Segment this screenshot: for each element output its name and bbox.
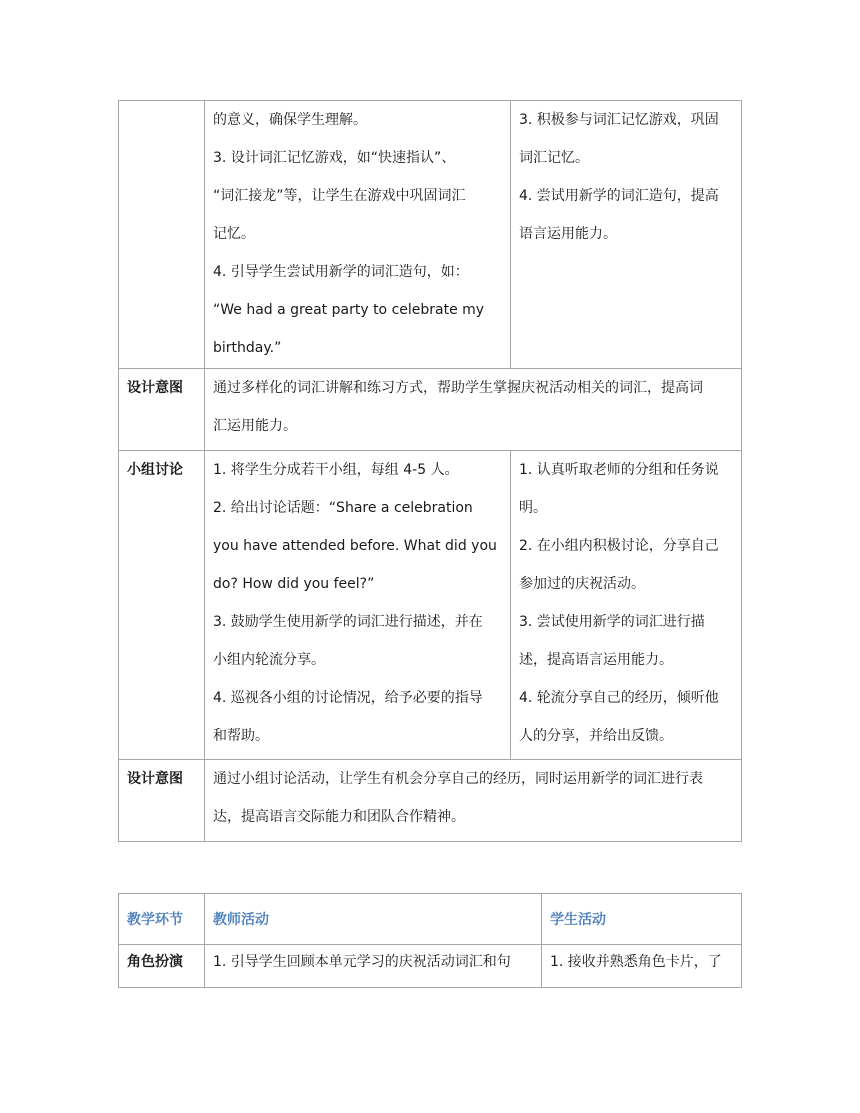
table-row [119, 451, 742, 760]
stage-cell: 设计意图 [119, 369, 205, 451]
text-line: 和帮助。 [213, 728, 269, 744]
teacher-activity-cell [205, 451, 511, 760]
text-line: 述，提高语言运用能力。 [519, 652, 673, 668]
text-line: do? How did you feel?” [213, 576, 375, 592]
text-line: 4. 巡视各小组的讨论情况，给予必要的指导 [213, 690, 483, 706]
text-line: 词汇记忆。 [519, 150, 589, 166]
student-activity-cell [542, 945, 742, 988]
text-line: 记忆。 [213, 226, 255, 242]
text-line: 1. 认真听取老师的分组和任务说 [519, 462, 719, 478]
text-line: 语言运用能力。 [519, 226, 617, 242]
text-line: 4. 尝试用新学的词汇造句，提高 [519, 188, 719, 204]
student-activity-cell [511, 451, 742, 760]
text-line: 通过多样化的词汇讲解和练习方式，帮助学生掌握庆祝活动相关的词汇，提高词 [213, 380, 703, 396]
stage-cell: 小组讨论 [119, 451, 205, 760]
stage-cell: 角色扮演 [119, 945, 205, 988]
text-line: 达，提高语言交际能力和团队合作精神。 [213, 809, 465, 825]
text-line: 4. 引导学生尝试用新学的词汇造句，如： [213, 264, 469, 280]
text-line: 3. 积极参与词汇记忆游戏，巩固 [519, 112, 719, 128]
text-line: 1. 接收并熟悉角色卡片，了 [550, 954, 722, 970]
text-line: 2. 在小组内积极讨论，分享自己 [519, 538, 719, 554]
role-play-table [118, 893, 742, 988]
stage-cell [119, 101, 205, 369]
header-student-activity: 学生活动 [542, 894, 742, 945]
table-row [119, 101, 742, 369]
teacher-activity-cell [205, 945, 542, 988]
table-row [119, 760, 742, 842]
design-intent-cell [205, 760, 742, 842]
text-line: 明。 [519, 500, 547, 516]
text-line: “We had a great party to celebrate my [213, 302, 485, 318]
header-stage: 教学环节 [119, 894, 205, 945]
header-teacher-activity: 教师活动 [205, 894, 542, 945]
table-row [119, 945, 742, 988]
text-line: 参加过的庆祝活动。 [519, 576, 645, 592]
text-line: birthday.” [213, 340, 282, 356]
text-line: 1. 引导学生回顾本单元学习的庆祝活动词汇和句 [213, 954, 511, 970]
student-activity-cell [511, 101, 742, 369]
design-intent-cell [205, 369, 742, 451]
text-line: 2. 给出讨论话题：“Share a celebration [213, 500, 473, 516]
text-line: “词汇接龙”等，让学生在游戏中巩固词汇 [213, 188, 466, 204]
text-line: 3. 鼓励学生使用新学的词汇进行描述，并在 [213, 614, 483, 630]
stage-cell: 设计意图 [119, 760, 205, 842]
text-line: 3. 设计词汇记忆游戏，如“快速指认”、 [213, 150, 456, 166]
text-line: 1. 将学生分成若干小组，每组 4-5 人。 [213, 462, 459, 478]
table-row [119, 369, 742, 451]
text-line: 通过小组讨论活动，让学生有机会分享自己的经历，同时运用新学的词汇进行表 [213, 771, 703, 787]
teacher-activity-cell [205, 101, 511, 369]
text-line: 3. 尝试使用新学的词汇进行描 [519, 614, 705, 630]
text-line: 的意义，确保学生理解。 [213, 112, 367, 128]
text-line: you have attended before. What did you [213, 538, 497, 554]
text-line: 汇运用能力。 [213, 418, 297, 434]
text-line: 小组内轮流分享。 [213, 652, 325, 668]
text-line: 4. 轮流分享自己的经历，倾听他 [519, 690, 719, 706]
lesson-plan-table [118, 100, 742, 842]
text-line: 人的分享，并给出反馈。 [519, 728, 673, 744]
header-row [119, 894, 742, 945]
